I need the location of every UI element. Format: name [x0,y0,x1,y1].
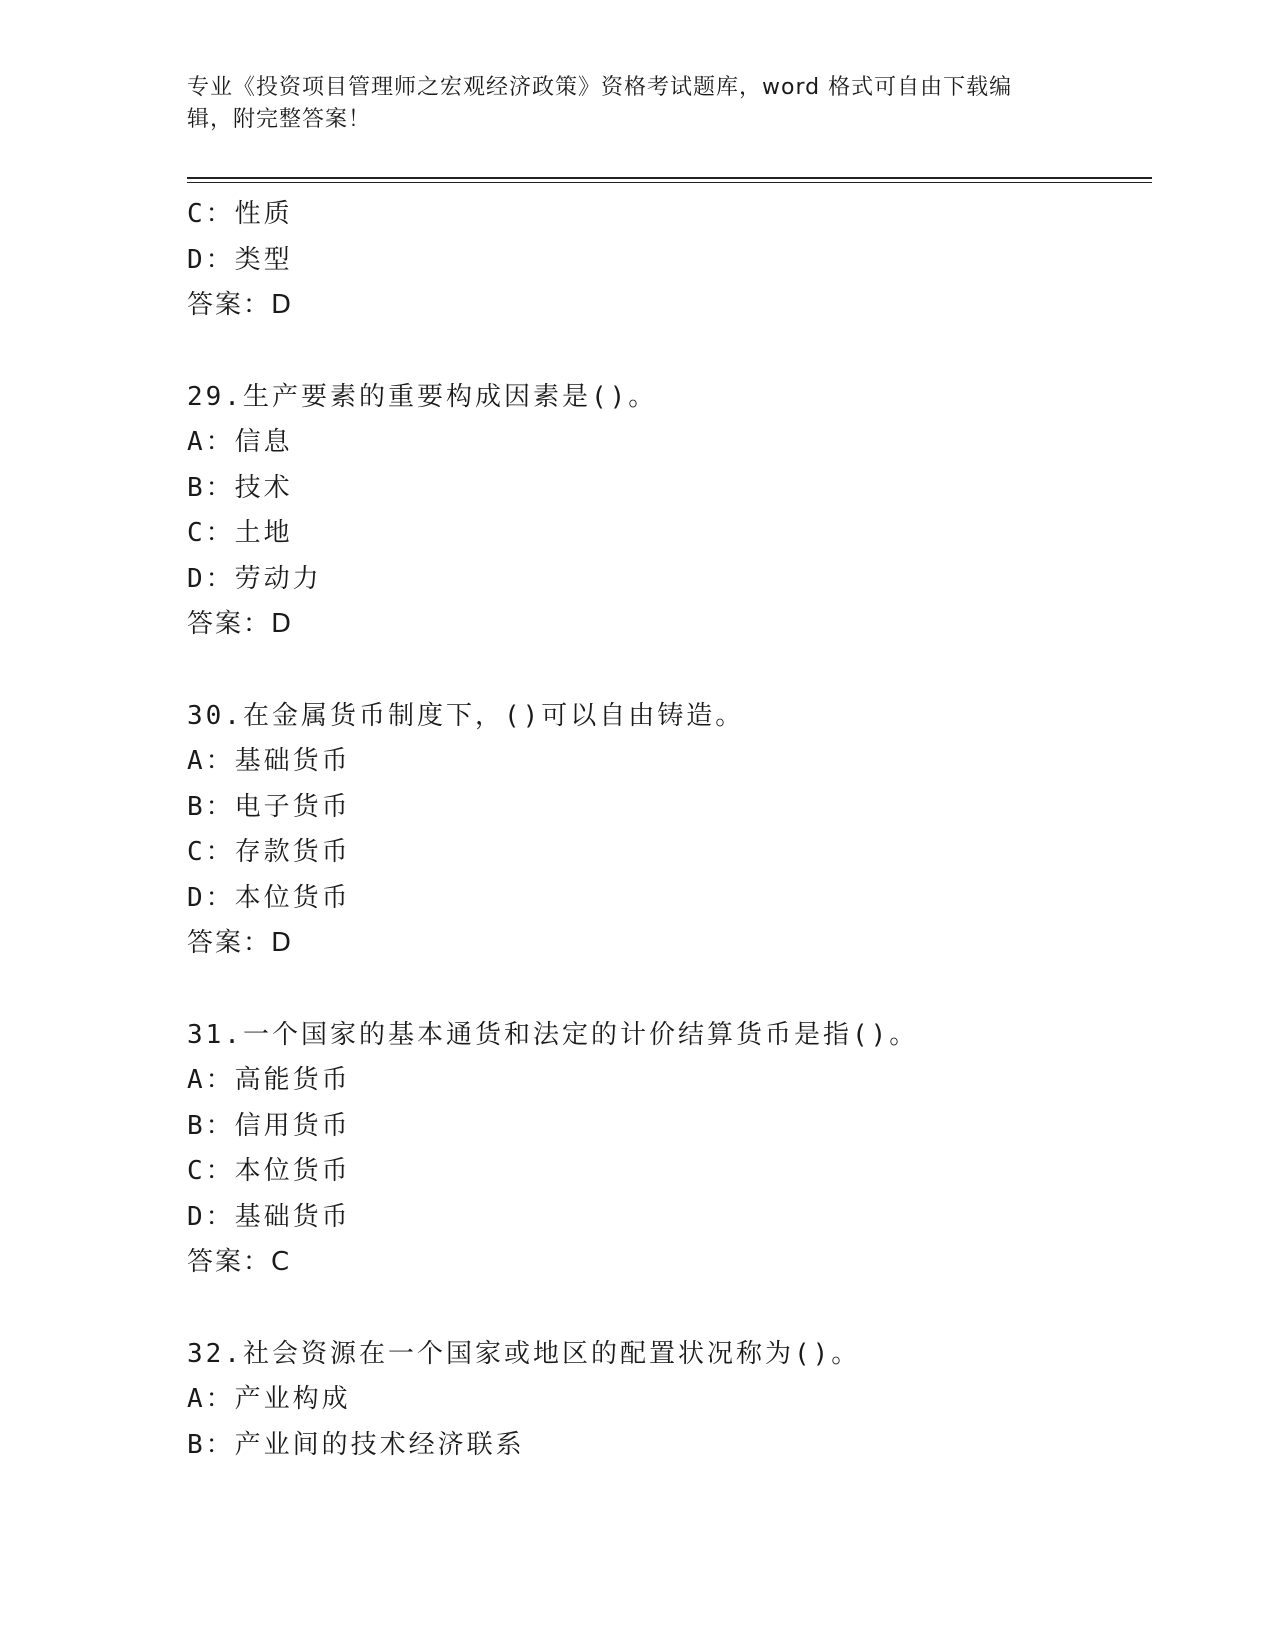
option-b: B：电子货币 [187,791,351,822]
header-rule-thick [187,177,1152,179]
option-a: A：信息 [187,427,293,457]
question-stem: 29.生产要素的重要构成因素是()。 [187,381,658,412]
option-b: B：信用货币 [187,1110,351,1141]
option-d: D：本位货币 [187,882,351,913]
option-a: A：高能货币 [187,1065,351,1095]
question-block-30 [187,694,1147,967]
option-b: B：技术 [187,472,293,503]
answer-line: 答案：C [187,1247,292,1277]
question-list [187,192,1147,1468]
option-c: C：存款货币 [187,837,351,867]
option-d: D：劳动力 [187,563,322,594]
option-c: C：性质 [187,199,293,229]
header-rule-thin [187,182,1152,183]
answer-line: 答案：D [187,290,294,320]
question-block-29 [187,375,1147,648]
option-c: C：本位货币 [187,1156,351,1186]
question-stem: 32.社会资源在一个国家或地区的配置状况称为()。 [187,1338,861,1369]
question-block-prev [187,192,1147,329]
question-stem: 31.一个国家的基本通货和法定的计价结算货币是指()。 [187,1019,919,1050]
document-header [187,72,1067,136]
option-a: A：基础货币 [187,746,351,776]
option-a: A：产业构成 [187,1384,351,1414]
answer-line: 答案：D [187,928,294,958]
header-line-2: 辑，附完整答案！ [187,107,372,132]
option-d: D：类型 [187,244,293,275]
question-block-32 [187,1332,1147,1469]
option-b: B：产业间的技术经济联系 [187,1429,525,1460]
question-block-31 [187,1013,1147,1286]
option-d: D：基础货币 [187,1201,351,1232]
option-c: C：土地 [187,518,293,548]
header-line-1: 专业《投资项目管理师之宏观经济政策》资格考试题库，word 格式可自由下载编 [187,75,1013,100]
answer-line: 答案：D [187,609,294,639]
question-stem: 30.在金属货币制度下，()可以自由铸造。 [187,700,745,731]
